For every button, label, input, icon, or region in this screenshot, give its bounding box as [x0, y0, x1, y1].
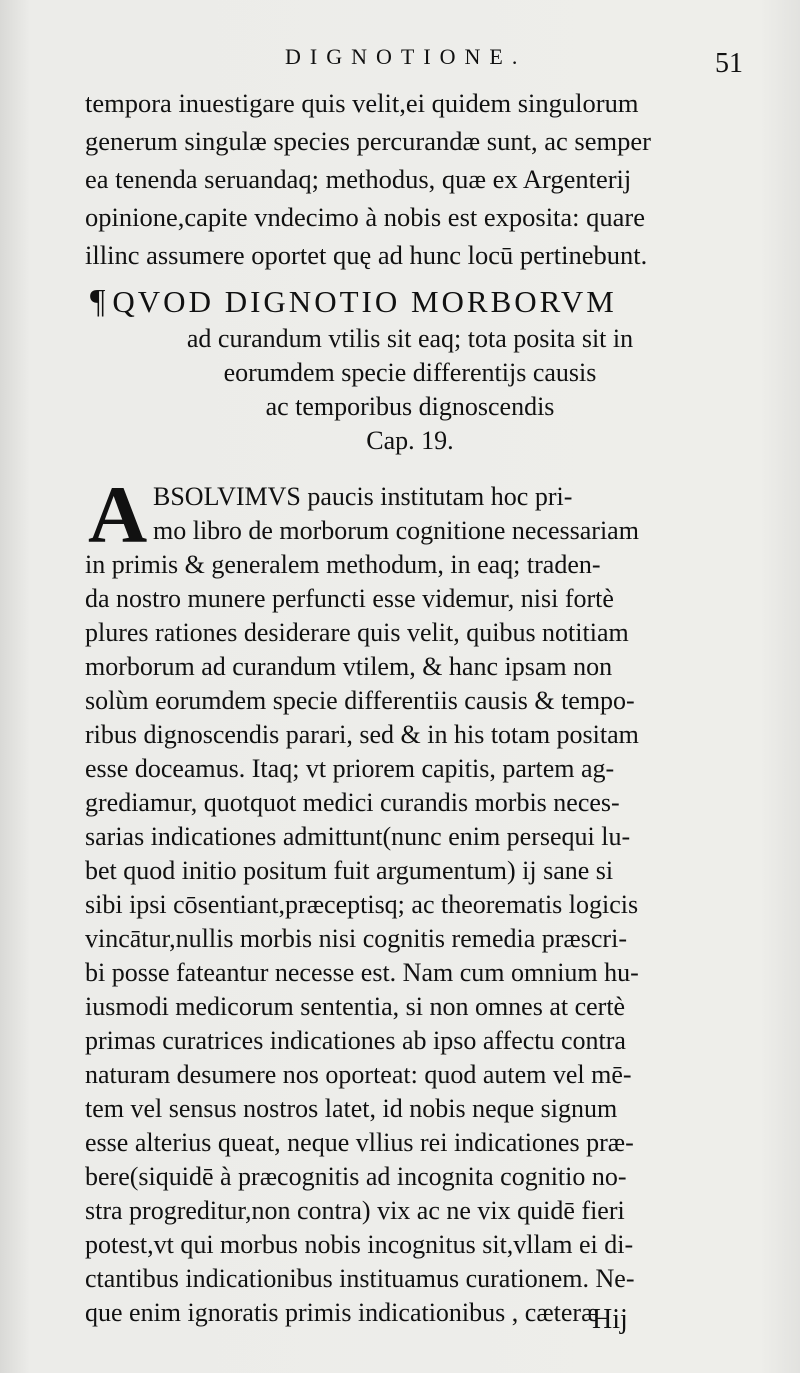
text-line: tem vel sensus nostros latet, id nobis neque signum — [85, 1094, 618, 1123]
text-line: primas curatrices indicationes ab ipso affectu contra — [85, 1026, 626, 1055]
pilcrow-mark: ¶ — [90, 283, 109, 320]
text-line: naturam desumere nos oporteat: quod autem vel mē- — [85, 1060, 632, 1089]
page-header — [0, 44, 800, 84]
chapter-title-text: QVOD DIGNOTIO MORBORVM — [112, 284, 617, 319]
text-line: bet quod initio positum fuit argumentum) ij sane si — [85, 856, 614, 885]
chapter-heading — [60, 282, 760, 458]
text-line: stra progreditur,non contra) vix ac ne vix quidē fieri — [85, 1196, 625, 1225]
text-line: BSOLVIMVS paucis institutam hoc pri- — [153, 482, 573, 511]
text-line: ribus dignoscendis parari, sed & in his totam positam — [85, 720, 639, 749]
text-line: bi posse fateantur necesse est. Nam cum omnium hu- — [85, 958, 639, 987]
text-line: generum singulæ species percurandæ sunt, ac semper — [85, 126, 651, 156]
text-line: tempora inuestigare quis velit,ei quidem singulorum — [85, 88, 639, 118]
text-line: sibi ipsi cōsentiant,præceptisq; ac theorematis logicis — [85, 890, 639, 919]
text-line: esse alterius queat, neque vllius rei indicationes præ- — [85, 1128, 634, 1157]
text-line: illinc assumere oportet quę ad hunc locū pertinebunt. — [85, 240, 648, 270]
running-head: DIGNOTIONE. — [285, 44, 527, 69]
text-line: ea tenenda seruandaq; methodus, quæ ex Argenterij — [85, 164, 632, 194]
chapter-body — [85, 469, 755, 1330]
text-line: iusmodi medicorum sententia, si non omnes at certè — [85, 992, 626, 1021]
text-line: morborum ad curandum vtilem, & hanc ipsam non — [85, 652, 613, 681]
chapter-title-caps — [60, 282, 760, 322]
chapter-number: Cap. 19. — [366, 426, 454, 455]
text-line: plures rationes desiderare quis velit, quibus notitiam — [85, 618, 629, 647]
text-line: que enim ignoratis primis indicationibus , cæteræ — [85, 1298, 599, 1327]
chapter-title-line: eorumdem specie differentijs causis — [223, 358, 597, 387]
text-line: solùm eorumdem specie differentiis causis & tempo- — [85, 686, 635, 715]
text-line: esse doceamus. Itaq; vt priorem capitis, partem ag- — [85, 754, 615, 783]
text-line: sarias indicationes admittunt(nunc enim persequi lu- — [85, 822, 631, 851]
text-line: ctantibus indicationibus instituamus curationem. Ne- — [85, 1264, 635, 1293]
text-line: mo libro de morborum cognitione necessariam — [153, 516, 639, 545]
text-line: bere(siquidē à præcognitis ad incognita cognitio no- — [85, 1162, 627, 1191]
text-line: potest,vt qui morbus nobis incognitus sit,vllam ei di- — [85, 1230, 634, 1259]
text-line: grediamur, quotquot medici curandis morbis neces- — [85, 788, 620, 817]
chapter-title-line: ac temporibus dignoscendis — [265, 392, 555, 421]
page-number: 51 — [715, 48, 743, 79]
text-line: vincātur,nullis morbis nisi cognitis remedia præscri- — [85, 924, 627, 953]
text-line: in primis & generalem methodum, in eaq; traden- — [85, 550, 601, 579]
signature-mark: Hij — [592, 1304, 628, 1335]
text-line: opinione,capite vndecimo à nobis est exposita: quare — [85, 202, 646, 232]
text-line: da nostro munere perfuncti esse videmur, nisi fortè — [85, 584, 614, 613]
chapter-title-line: ad curandum vtilis sit eaq; tota posita sit in — [186, 324, 634, 353]
continued-paragraph — [85, 84, 755, 274]
drop-cap: A — [88, 469, 148, 560]
